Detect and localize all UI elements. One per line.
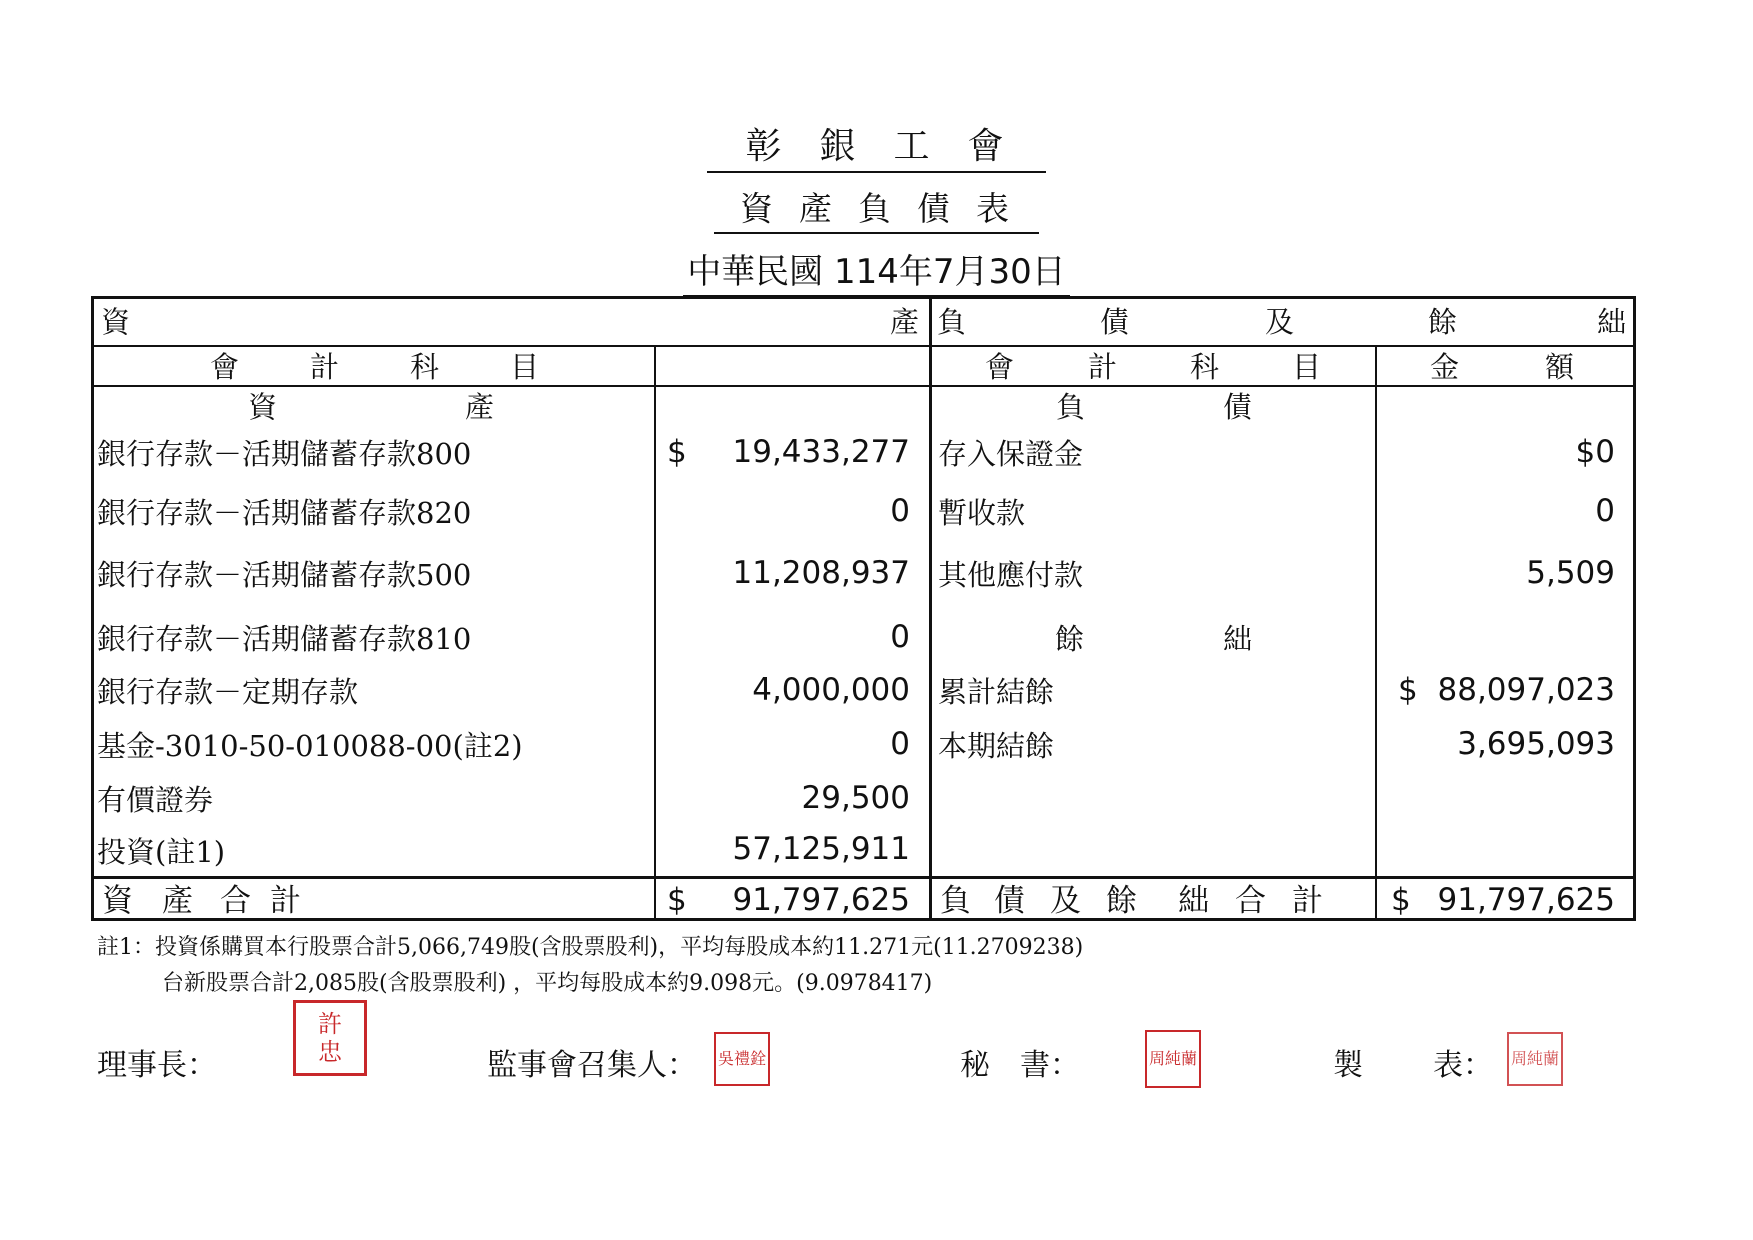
liab-total-char-3: 及	[1050, 883, 1081, 919]
chairman-seal-text: 許 忠	[318, 1010, 366, 1066]
center-divider	[929, 296, 932, 921]
surplus-label-1: 本期結餘	[938, 729, 1055, 763]
asset-label-0: 銀行存款－活期儲蓄存款800	[97, 437, 472, 471]
liab-value-2: 5,509	[1526, 555, 1615, 591]
note-1: 註1：投資係購買本行股票合計5,066,749股(含股票股利)，平均每股成本約11.271元(11.2709238)	[97, 935, 1084, 960]
acct-head-r-char-1: 會	[985, 350, 1015, 384]
asset-value-5: 0	[890, 726, 910, 762]
surplus-section-char-2: 絀	[1223, 622, 1253, 656]
totals-divider	[91, 876, 1636, 879]
assets-total-char-3: 合	[220, 883, 251, 919]
liab-total-char-6: 合	[1235, 883, 1266, 919]
liab-total-char-7: 計	[1292, 883, 1323, 919]
acct-head-r-char-4: 目	[1292, 350, 1322, 384]
asset-value-7: 57,125,911	[732, 831, 910, 867]
preparer-label-a: 製	[1333, 1048, 1363, 1083]
acct-head-char-1: 會	[210, 350, 240, 384]
organization-title	[0, 118, 1753, 173]
amount-head-char-2: 額	[1545, 350, 1575, 384]
asset-value-0: 19,433,277	[732, 434, 910, 470]
assets-section-char-1: 資	[248, 390, 278, 424]
liab-value-1: 0	[1595, 493, 1615, 529]
chairman-label: 理事長：	[97, 1048, 217, 1083]
liab-header-d: 餘	[1428, 305, 1458, 339]
form-title	[0, 183, 1753, 234]
asset-value-3: 0	[890, 619, 910, 655]
asset-label-7: 投資(註1)	[97, 835, 226, 869]
assets-total-value: 91,797,625	[732, 882, 910, 918]
preparer-seal-text: 周純蘭	[1510, 1049, 1559, 1068]
supervisor-seal	[714, 1032, 770, 1086]
liab-total-value: 91,797,625	[1437, 882, 1615, 918]
asset-label-5: 基金-3010-50-010088-00(註2)	[97, 729, 523, 763]
report-date	[0, 244, 1753, 297]
liab-total-char-4: 餘	[1106, 883, 1137, 919]
asset-value-2: 11,208,937	[732, 555, 910, 591]
assets-header-right: 產	[890, 305, 920, 339]
liab-label-2: 其他應付款	[938, 558, 1084, 592]
liab-total-char-2: 債	[994, 883, 1025, 919]
column-head-divider	[91, 385, 1636, 387]
surplus-value-0: 88,097,023	[1437, 672, 1615, 708]
assets-total-char-1: 資	[102, 883, 133, 919]
preparer-label-b: 表：	[1433, 1048, 1493, 1083]
liab-label-1: 暫收款	[938, 496, 1026, 530]
liab-label-0: 存入保證金	[938, 437, 1084, 471]
liab-amount-divider	[1375, 345, 1377, 921]
assets-total-char-4: 計	[270, 883, 301, 919]
supervisor-seal-text: 吳禮銓	[717, 1049, 766, 1068]
liab-header-b: 債	[1100, 305, 1130, 339]
assets-total-dollar: $	[667, 882, 687, 918]
secretary-seal-text: 周純蘭	[1148, 1049, 1197, 1068]
liab-section-char-1: 負	[1056, 390, 1086, 424]
acct-head-char-2: 計	[310, 350, 340, 384]
assets-section-char-2: 產	[465, 390, 495, 424]
asset-label-4: 銀行存款－定期存款	[97, 675, 359, 709]
liab-total-dollar: $	[1391, 882, 1411, 918]
acct-head-char-4: 目	[510, 350, 540, 384]
secretary-label: 秘 書：	[960, 1048, 1080, 1083]
balance-sheet-table	[91, 296, 1636, 921]
chairman-seal	[293, 1000, 367, 1076]
liab-section-char-2: 債	[1223, 390, 1253, 424]
liab-value-0: $0	[1575, 434, 1615, 470]
header-divider	[91, 345, 1636, 347]
liab-total-char-5: 絀	[1178, 883, 1209, 919]
report-date-text: 中華民國 114年7月30日	[683, 244, 1070, 297]
liab-header-c: 及	[1265, 305, 1295, 339]
form-title-text: 資產負債表	[714, 183, 1039, 234]
asset-dollar-0: $	[667, 434, 687, 470]
surplus-value-1: 3,695,093	[1457, 726, 1615, 762]
assets-amount-divider	[654, 345, 656, 921]
liab-header-a: 負	[937, 305, 967, 339]
assets-total-char-2: 產	[162, 883, 193, 919]
acct-head-r-char-3: 科	[1190, 350, 1220, 384]
organization-name: 彰銀工會	[707, 118, 1045, 173]
secretary-seal	[1145, 1030, 1201, 1088]
supervisor-label: 監事會召集人：	[487, 1048, 697, 1083]
surplus-dollar-0: $	[1398, 672, 1418, 708]
liab-header-e: 絀	[1597, 305, 1627, 339]
asset-label-3: 銀行存款－活期儲蓄存款810	[97, 622, 472, 656]
asset-value-6: 29,500	[801, 780, 910, 816]
amount-head-char-1: 金	[1430, 350, 1460, 384]
asset-value-4: 4,000,000	[752, 672, 910, 708]
surplus-section-char-1: 餘	[1055, 622, 1085, 656]
acct-head-r-char-2: 計	[1088, 350, 1118, 384]
acct-head-char-3: 科	[410, 350, 440, 384]
surplus-label-0: 累計結餘	[938, 675, 1055, 709]
note-2: 台新股票合計2,085股(含股票股利) ，平均每股成本約9.098元。(9.0978417)	[162, 971, 933, 996]
asset-label-1: 銀行存款－活期儲蓄存款820	[97, 496, 472, 530]
assets-header-left: 資	[101, 305, 131, 339]
asset-label-2: 銀行存款－活期儲蓄存款500	[97, 558, 472, 592]
asset-label-6: 有價證券	[97, 783, 214, 817]
liab-total-char-1: 負	[940, 883, 971, 919]
asset-value-1: 0	[890, 493, 910, 529]
preparer-seal	[1507, 1032, 1563, 1086]
